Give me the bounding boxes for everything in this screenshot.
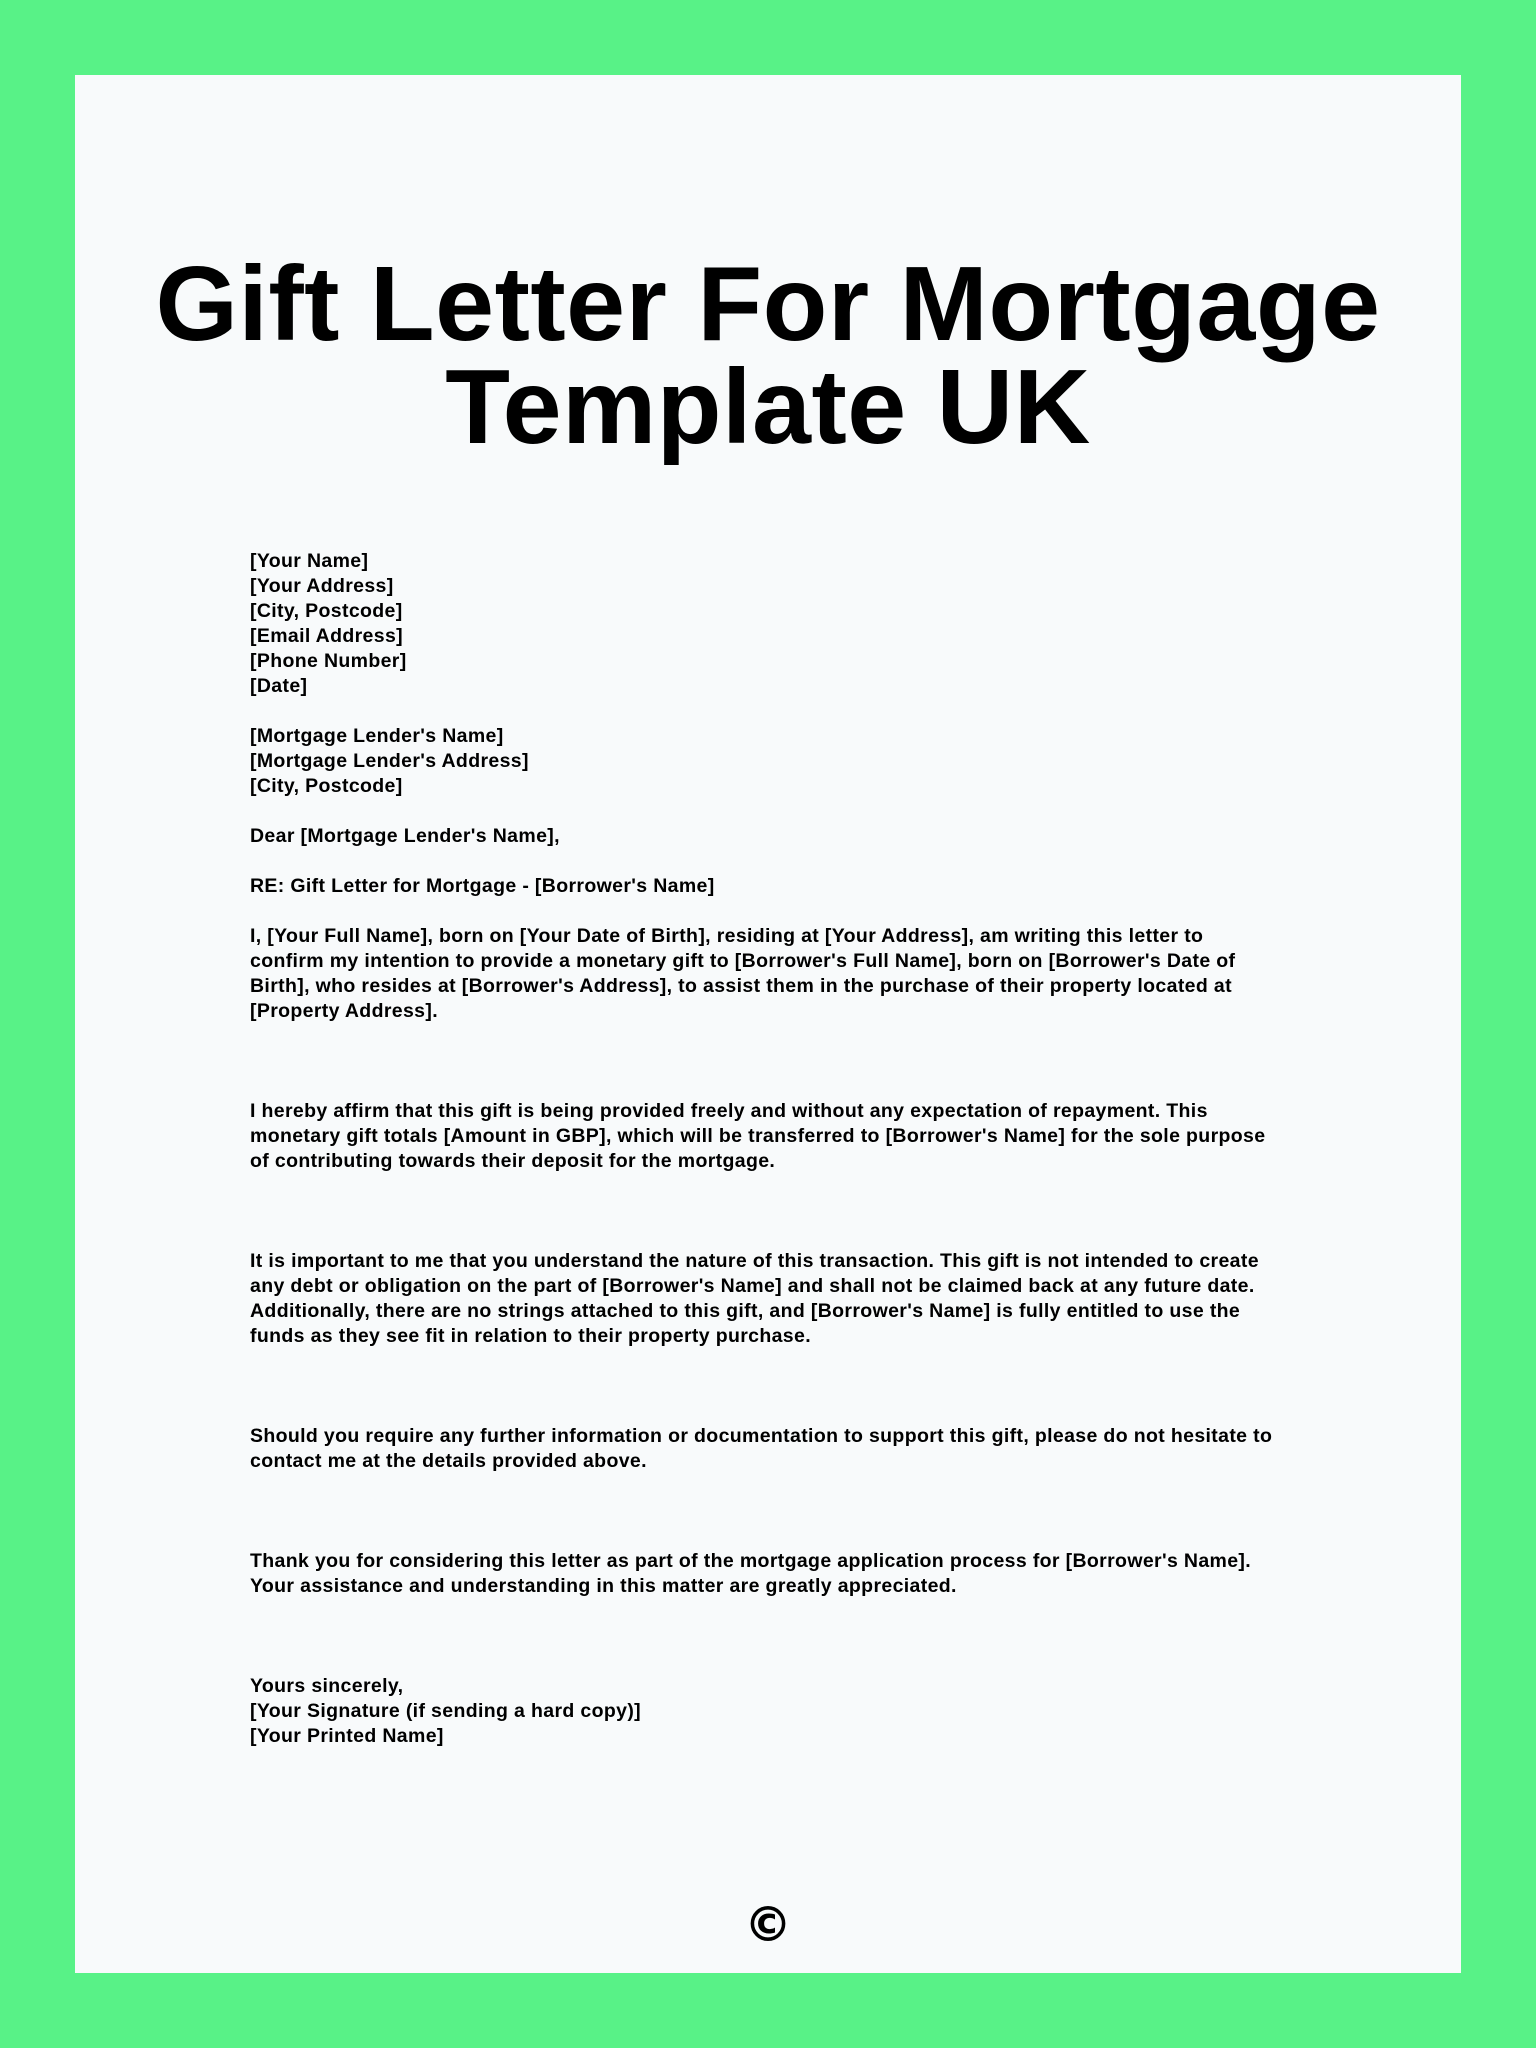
sender-address-block: [250, 549, 1350, 699]
sender-phone: [Phone Number]: [250, 650, 407, 672]
letter-page: [75, 75, 1461, 1973]
lender-name: [Mortgage Lender's Name]: [250, 725, 504, 747]
paragraph-line: of contributing towards their deposit for the mortgage.: [250, 1150, 776, 1172]
copyright-icon: ©: [744, 1897, 792, 1953]
title-line: Template UK: [445, 348, 1091, 466]
title-line: Gift Letter For Mortgage: [155, 245, 1381, 363]
closing-block: [250, 1674, 1350, 1749]
paragraph-line: [Property Address].: [250, 1000, 438, 1022]
paragraph-affirmation: [250, 1099, 1350, 1174]
sender-name: [Your Name]: [250, 550, 369, 572]
paragraph-line: Should you require any further information or documentation to support this gift, please do not hesitate to: [250, 1425, 1273, 1447]
lender-address: [Mortgage Lender's Address]: [250, 750, 529, 772]
paragraph-thanks: [250, 1549, 1350, 1599]
paragraph-contact: [250, 1424, 1350, 1474]
paragraph-line: Additionally, there are no strings attached to this gift, and [Borrower's Name] is fully entitled to use the: [250, 1300, 1241, 1322]
paragraph-line: confirm my intention to provide a monetary gift to [Borrower's Full Name], born on [Borrower's Date of: [250, 950, 1236, 972]
paragraph-line: Thank you for considering this letter as part of the mortgage application process for [Borrower's Name].: [250, 1550, 1252, 1572]
paragraph-line: any debt or obligation on the part of [Borrower's Name] and shall not be claimed back at any future date.: [250, 1275, 1255, 1297]
paragraph-line: contact me at the details provided above.: [250, 1450, 647, 1472]
letter-date: [Date]: [250, 675, 308, 697]
paragraph-line: Your assistance and understanding in this matter are greatly appreciated.: [250, 1575, 957, 1597]
paragraph-line: funds as they see fit in relation to their property purchase.: [250, 1325, 811, 1347]
paragraph-line: It is important to me that you understand the nature of this transaction. This gift is not intended to create: [250, 1250, 1259, 1272]
sender-city-postcode: [City, Postcode]: [250, 600, 403, 622]
lender-city-postcode: [City, Postcode]: [250, 775, 403, 797]
salutation: Dear [Mortgage Lender's Name],: [250, 825, 560, 847]
closing-phrase: Yours sincerely,: [250, 1675, 404, 1697]
recipient-address-block: [250, 724, 1350, 799]
sender-address: [Your Address]: [250, 575, 394, 597]
page-title: [75, 245, 1461, 466]
paragraph-line: I hereby affirm that this gift is being provided freely and without any expectation of repayment. This: [250, 1100, 1208, 1122]
letter-body: [250, 549, 1350, 1749]
paragraph-line: monetary gift totals [Amount in GBP], which will be transferred to [Borrower's Name] for the sole purpose: [250, 1125, 1266, 1147]
paragraph-line: I, [Your Full Name], born on [Your Date of Birth], residing at [Your Address], am writing this letter to: [250, 925, 1204, 947]
paragraph-line: Birth], who resides at [Borrower's Address], to assist them in the purchase of their property located at: [250, 975, 1232, 997]
printed-name-placeholder: [Your Printed Name]: [250, 1725, 444, 1747]
signature-placeholder: [Your Signature (if sending a hard copy)]: [250, 1700, 642, 1722]
subject-line: RE: Gift Letter for Mortgage - [Borrower's Name]: [250, 875, 715, 897]
sender-email: [Email Address]: [250, 625, 403, 647]
paragraph-no-obligation: [250, 1249, 1350, 1349]
paragraph-intent: [250, 924, 1350, 1024]
